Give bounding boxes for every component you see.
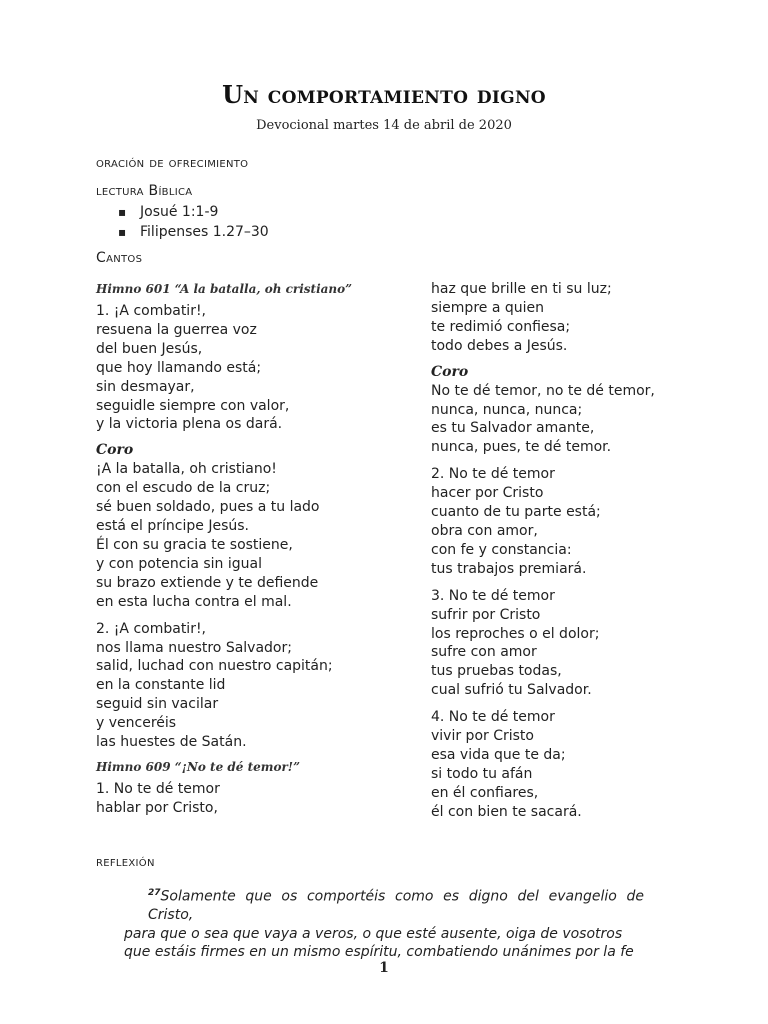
verse-line: Solamente que os comportéis como es digno del evangelio de Cristo,: [148, 888, 644, 924]
lyric-line: que hoy llamando está;: [96, 359, 262, 376]
lyric-line: tus trabajos premiará.: [431, 560, 587, 577]
lyric-line: del buen Jesús,: [96, 340, 203, 357]
lyric-line: resuena la guerrea voz: [96, 321, 257, 338]
hymn-609-stanza-1-continued: [431, 280, 751, 356]
page-title: Un comportamiento digno: [222, 80, 546, 109]
section-oracion-heading: oración de ofrecimiento: [96, 155, 249, 171]
lyric-line: con el escudo de la cruz;: [96, 480, 271, 497]
verse-number: 27: [148, 888, 161, 898]
lyric-line: cuanto de tu parte está;: [431, 504, 601, 521]
lyric-line: cual sufrió tu Salvador.: [431, 682, 592, 699]
lyric-line: seguid sin vacilar: [96, 696, 219, 713]
page-number: 1: [379, 960, 389, 976]
lyric-line: ¡A la batalla, oh cristiano!: [96, 461, 277, 478]
lyric-line: todo debes a Jesús.: [431, 337, 568, 354]
hymn-609-stanza-1: [96, 780, 416, 818]
hymn-609-stanza-4: [431, 708, 751, 821]
lyric-line: sé buen soldado, pues a tu lado: [96, 499, 320, 516]
hymn-609-title: Himno 609 “¡No te dé temor!”: [96, 759, 300, 774]
lyric-line: No te dé temor, no te dé temor,: [431, 382, 655, 399]
hymn-601-stanza-1: [96, 302, 416, 434]
lyric-line: 2. ¡A combatir!,: [96, 620, 207, 637]
lyric-line: 1. No te dé temor: [96, 780, 220, 797]
readings-list: [118, 202, 269, 242]
lyric-line: salid, luchad con nuestro capitán;: [96, 658, 333, 675]
lyric-line: su brazo extiende y te defiende: [96, 574, 319, 591]
lyric-line: en él confiares,: [431, 784, 539, 801]
lyric-line: te redimió confiesa;: [431, 318, 571, 335]
lyric-line: tus pruebas todas,: [431, 663, 562, 680]
lyric-line: 4. No te dé temor: [431, 709, 555, 726]
lyric-line: obra con amor,: [431, 522, 538, 539]
hymns-left-column: [96, 280, 416, 826]
lyric-line: y con potencia sin igual: [96, 555, 262, 572]
reading-item: ▪ Filipenses 1.27–30: [118, 222, 269, 242]
lyric-line: siempre a quien: [431, 299, 544, 316]
lyric-line: 1. ¡A combatir!,: [96, 303, 207, 319]
lyric-line: en esta lucha contra el mal.: [96, 593, 292, 610]
hymn-609-coro-label: Coro: [431, 363, 469, 380]
lyric-line: nunca, nunca, nunca;: [431, 401, 583, 418]
lyric-line: nunca, pues, te dé temor.: [431, 439, 612, 456]
verse-line: que estáis firmes en un mismo espíritu, combatiendo unánimes por la fe: [124, 944, 634, 961]
hymn-601-coro: [96, 460, 416, 611]
lyric-line: vivir por Cristo: [431, 728, 534, 745]
lyric-line: 2. No te dé temor: [431, 466, 555, 483]
hymns-right-column: [431, 280, 751, 830]
lyric-line: nos llama nuestro Salvador;: [96, 639, 292, 656]
hymn-601-stanza-2: [96, 620, 416, 752]
section-reflexion-heading: reflexión: [96, 854, 155, 870]
scripture-verse: [124, 884, 644, 962]
lyric-line: y la victoria plena os dará.: [96, 416, 283, 433]
lyric-line: en la constante lid: [96, 677, 226, 694]
lyric-line: los reproches o el dolor;: [431, 625, 600, 642]
lyric-line: con fe y constancia:: [431, 541, 572, 558]
lyric-line: si todo tu afán: [431, 765, 533, 782]
page-subtitle: Devocional martes 14 de abril de 2020: [256, 118, 512, 133]
lyric-line: sufrir por Cristo: [431, 606, 541, 623]
reading-item: ▪ Josué 1:1-9: [118, 202, 269, 222]
lyric-line: haz que brille en ti su luz;: [431, 281, 612, 297]
lyric-line: está el príncipe Jesús.: [96, 518, 249, 535]
hymn-609-coro: [431, 382, 751, 458]
hymn-609-stanza-2: [431, 465, 751, 578]
lyric-line: hablar por Cristo,: [96, 799, 218, 816]
lyric-line: y venceréis: [96, 715, 177, 732]
lyric-line: sin desmayar,: [96, 378, 195, 395]
lyric-line: sufre con amor: [431, 644, 537, 661]
lyric-line: Él con su gracia te sostiene,: [96, 536, 293, 553]
lyric-line: es tu Salvador amante,: [431, 420, 595, 437]
lyric-line: seguidle siempre con valor,: [96, 397, 290, 414]
lyric-line: 3. No te dé temor: [431, 587, 555, 604]
hymn-601-title: Himno 601 “A la batalla, oh cristiano”: [96, 282, 353, 296]
hymn-601-coro-label: Coro: [96, 442, 134, 459]
lyric-line: esa vida que te da;: [431, 746, 566, 763]
hymn-609-stanza-3: [431, 587, 751, 700]
section-cantos-heading: Cantos: [96, 250, 143, 266]
lyric-line: él con bien te sacará.: [431, 803, 582, 820]
lyric-line: las huestes de Satán.: [96, 734, 247, 751]
verse-line: para que o sea que vaya a veros, o que esté ausente, oiga de vosotros: [124, 925, 623, 942]
section-lectura-heading: lectura Bíblica: [96, 183, 193, 199]
lyric-line: hacer por Cristo: [431, 485, 544, 502]
